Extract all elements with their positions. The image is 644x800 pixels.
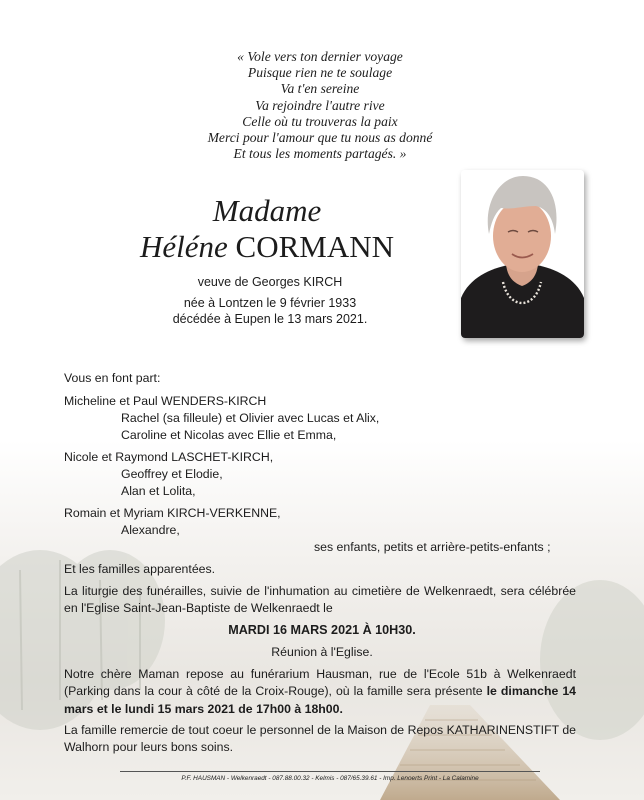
birth-info: née à Lontzen le 9 février 1933 xyxy=(183,296,357,310)
poem-line: Et tous les moments partagés. » xyxy=(233,146,407,162)
surname: CORMANN xyxy=(235,229,394,264)
family-head: Micheline et Paul WENDERS-KIRCH xyxy=(64,394,267,408)
announcement-intro: Vous en font part: xyxy=(64,371,161,385)
liturgy-text: La liturgie des funérailles, suivie de l'inhumation au cimetière de Welkenraedt, sera célébrée en l'Eglise Saint-Jean-Baptiste de Welkenraedt le xyxy=(64,584,576,616)
family-head: Romain et Myriam KIRCH-VERKENNE, xyxy=(64,506,281,520)
family-member-line: Caroline et Nicolas avec Ellie et Emma, xyxy=(121,428,337,442)
poem-line: Puisque rien ne te soulage xyxy=(247,65,393,81)
family-member-line: Geoffrey et Elodie, xyxy=(121,467,223,481)
family-member-line: Rachel (sa filleule) et Olivier avec Lucas et Alix, xyxy=(121,411,380,425)
poem-line: « Vole vers ton dernier voyage xyxy=(237,49,403,64)
deceased-title: Madame xyxy=(212,193,322,228)
poem-line: Va rejoindre l'autre rive xyxy=(255,97,385,113)
relation-line: ses enfants, petits et arrière-petits-enfants ; xyxy=(314,540,551,554)
poem-line: Va t'en sereine xyxy=(280,81,360,97)
deceased-name xyxy=(52,229,482,265)
family-member-line: Alexandre, xyxy=(121,523,180,537)
widow-of: veuve de Georges KIRCH xyxy=(197,275,343,289)
families-allied: Et les familles apparentées. xyxy=(64,562,216,576)
poem xyxy=(0,49,644,162)
poem-line: Celle où tu trouveras la paix xyxy=(242,113,398,129)
meeting-place: Réunion à l'Eglise. xyxy=(271,645,373,659)
family-head: Nicole et Raymond LASCHET-KIRCH, xyxy=(64,450,274,464)
first-name: Héléne xyxy=(140,229,228,264)
thanks-text: La famille remercie de tout coeur le personnel de la Maison de Repos KATHARINENSTIFT de Walhorn pour leurs bons soins. xyxy=(64,723,576,755)
footer-credits: P.F. HAUSMAN - Welkenraedt - 087.88.00.32 - Kelmis - 087/65.39.61 - Imp. Lenoerts Print - La Calamine xyxy=(120,771,540,782)
poem-line: Merci pour l'amour que tu nous as donné xyxy=(207,130,433,146)
rest-location: Notre chère Maman repose au funérarium Hausman, rue de l'Ecole 51b à Welkenraedt (Parking dans la cour à côté de la Croix-Rouge), où la famille sera présente xyxy=(64,667,576,699)
rest-text xyxy=(64,666,576,718)
portrait-photo xyxy=(461,170,584,338)
death-info: décédée à Eupen le 13 mars 2021. xyxy=(172,312,368,326)
rest-dates: le dimanche 14 mars et le lundi 15 mars 2021 de 17h00 à 18h00. xyxy=(64,684,577,716)
family-member-line: Alan et Lolita, xyxy=(121,484,196,498)
funeral-datetime: MARDI 16 MARS 2021 À 10H30. xyxy=(228,623,416,637)
